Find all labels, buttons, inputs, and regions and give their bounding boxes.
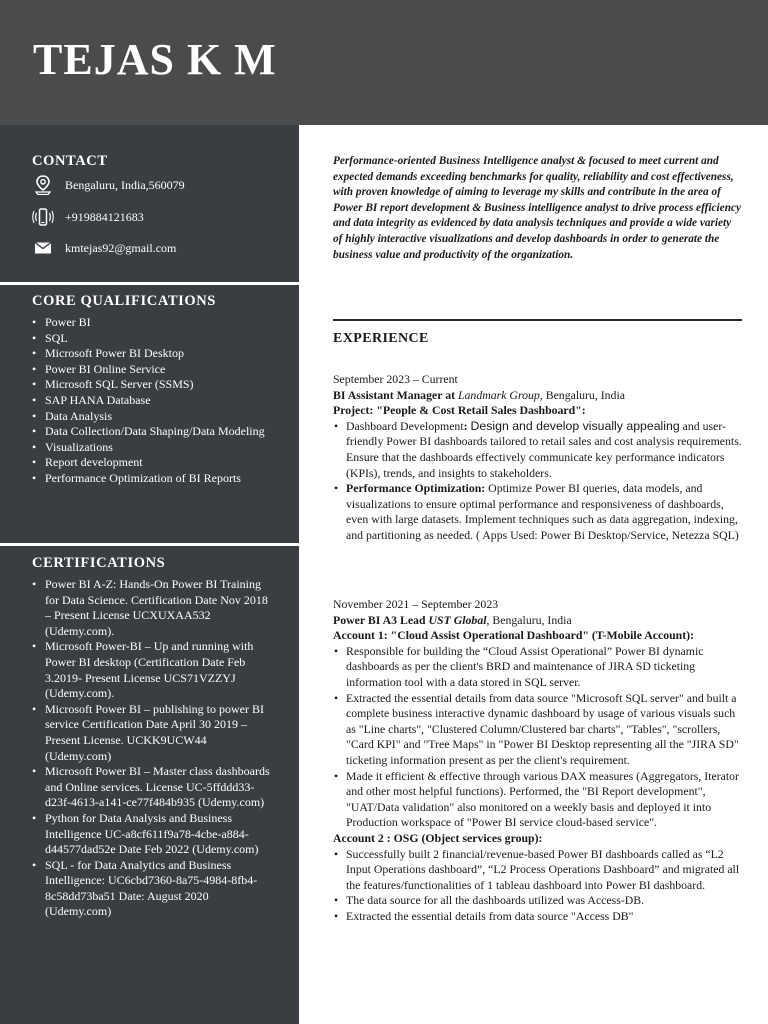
- job-bullets: [333, 419, 743, 544]
- qualifications-title: CORE QUALIFICATIONS: [32, 293, 216, 309]
- list-item: • Microsoft Power BI Desktop: [30, 346, 275, 362]
- list-item: • Dashboard Development: Design and develop visually appealing and user-friendly Power BI dashboards tailored to retail sales and cost analysis requirements. Ensure that the dashboards effectively communicate key performance indicators (KPIs), trends, and insights to stakeholders.: [333, 419, 743, 481]
- list-item: • Performance Optimization of BI Reports: [30, 471, 275, 487]
- account-title: Account 2 : OSG (Object services group):: [333, 830, 543, 845]
- list-item: • SAP HANA Database: [30, 393, 275, 409]
- job-bullets: [333, 644, 743, 831]
- section-divider: [333, 319, 742, 321]
- list-item: • Microsoft Power BI – publishing to power BI service Certification Date April 30 2019 – Present License. UCKK9UCW44 (Udemy.com): [30, 702, 270, 764]
- header-banner: [0, 0, 768, 125]
- sidebar-divider: [0, 543, 299, 546]
- list-item: • Report development: [30, 455, 275, 471]
- list-item: • Microsoft Power BI – Master class dashboards and Online services. License UC-5ffddd33- d23f-4613-a141-ce77f484b935 (Udemy.com): [30, 764, 270, 811]
- account-title: Account 1: "Cloud Assist Operational Dashboard" (T-Mobile Account):: [333, 628, 695, 643]
- job-dates: November 2021 – September 2023: [333, 597, 499, 611]
- company-name: Landmark Group: [457, 387, 540, 402]
- list-item: • The data source for all the dashboards utilized was Access-DB.: [333, 893, 743, 909]
- list-item: • Extracted the essential details from data source "Microsoft SQL server" and built a complete business interactive dynamic dashboard by usage of various visuals such as "Line charts", "Clustered Column/Clustered bar charts", "Tables", "scrollers, "Card KPI" and "Tree Maps" in "Power BI Desktop representing all the "JIRA SD" ticketing information present as per the client's requirement.: [333, 691, 743, 769]
- company-name: UST Global: [428, 612, 487, 627]
- list-item: • SQL - for Data Analytics and Business Intelligence: UC6cbd7360-8a75-4984-8fb4-8c58dd73ba51 Date: August 2020 (Udemy.com): [30, 858, 270, 920]
- project-title: Project: "People & Cost Retail Sales Dashboard":: [333, 403, 586, 418]
- list-item: • Made it efficient & effective through various DAX measures (Aggregators, Iterator and other most helpful functions). Performed, the "BI Report development", "UAT/Data validation" also monitored on a weekly basis and deployed it into Production workspace of "Power BI service cloud-based service".: [333, 769, 743, 831]
- list-item: • Microsoft SQL Server (SSMS): [30, 377, 275, 393]
- job-landmark: [333, 372, 743, 544]
- job-dates: September 2023 – Current: [333, 372, 458, 386]
- sidebar-divider: [0, 282, 299, 285]
- location-pin-icon: [32, 174, 54, 196]
- job-bullets: [333, 847, 743, 925]
- list-item: • Successfully built 2 financial/revenue-based Power BI dashboards called as “L2 Input Operations dashboard”, “L2 Process Operations Dashboard” and migrated all the features/functionalities of 1 tableau dashboard into Power BI dashboard.: [333, 847, 743, 894]
- job-ust-global: [333, 597, 743, 924]
- job-role: BI Assistant Manager at Landmark Group, Bengaluru, India: [333, 387, 625, 402]
- list-item: • Performance Optimization: Optimize Power BI queries, data models, and visualizations to ensure optimal performance and responsiveness of dashboards, even with large datasets. Implement techniques such as data aggregation, indexing, and partitioning as needed. ( Apps Used: Power Bi Desktop/Service, Netezza SQL): [333, 481, 743, 543]
- professional-summary: Performance-oriented Business Intelligence analyst & focused to meet current and expected demands exceeding benchmarks for quality, reliability and cost effectiveness, with proven knowledge of aiming to leverage my skills and contribute in the area of Power BI report development & Business intelligence analyst to drive process efficiency and data integrity as evidenced by data analysis techniques and provide a wide variety of highly interactive visualizations and develop dashboards in order to generate the business value and productivity of the organization.: [333, 155, 742, 261]
- list-item: • Power BI A-Z: Hands-On Power BI Training for Data Science. Certification Date Nov 2018 – Present License UCXUXAA532 (Udemy.com).: [30, 577, 270, 639]
- list-item: • Data Analysis: [30, 409, 275, 425]
- candidate-name: TEJAS K M: [33, 35, 277, 84]
- list-item: • Power BI Online Service: [30, 362, 275, 378]
- list-item: • Visualizations: [30, 440, 275, 456]
- sidebar: [0, 125, 299, 1024]
- list-item: • Extracted the essential details from data source "Access DB": [333, 909, 743, 925]
- job-role: Power BI A3 Lead UST Global, Bengaluru, India: [333, 612, 572, 627]
- phone-text: +919884121683: [65, 209, 144, 224]
- qualifications-list: [30, 315, 275, 487]
- mobile-phone-icon: [32, 206, 54, 228]
- list-item: • Microsoft Power-BI – Up and running with Power BI desktop (Certification Date Feb 3.2019- Present License UCS71VZZYJ (Udemy.com).: [30, 639, 270, 701]
- location-text: Bengaluru, India,560079: [65, 177, 185, 192]
- list-item: • SQL: [30, 331, 275, 347]
- contact-phone: [32, 206, 144, 228]
- list-item: • Python for Data Analysis and Business Intelligence UC-a8cf611f9a78-4cbe-a884- d44577dad52e Date Feb 2022 (Udemy.com): [30, 811, 270, 858]
- list-item: • Power BI: [30, 315, 275, 331]
- certifications-title: CERTIFICATIONS: [32, 555, 166, 571]
- contact-email: [32, 237, 177, 259]
- list-item: • Data Collection/Data Shaping/Data Modeling: [30, 424, 275, 440]
- contact-location: [32, 174, 185, 196]
- certifications-list: [30, 577, 270, 920]
- list-item: • Responsible for building the “Cloud Assist Operational” Power BI dynamic dashboards as per the client's BRD and maintenance of JIRA SD ticketing information tool with a data stored in SQL server.: [333, 644, 743, 691]
- contact-title: CONTACT: [32, 153, 108, 169]
- envelope-icon: [32, 237, 54, 259]
- email-text[interactable]: kmtejas92@gmail.com: [65, 240, 177, 255]
- experience-title: EXPERIENCE: [333, 331, 429, 346]
